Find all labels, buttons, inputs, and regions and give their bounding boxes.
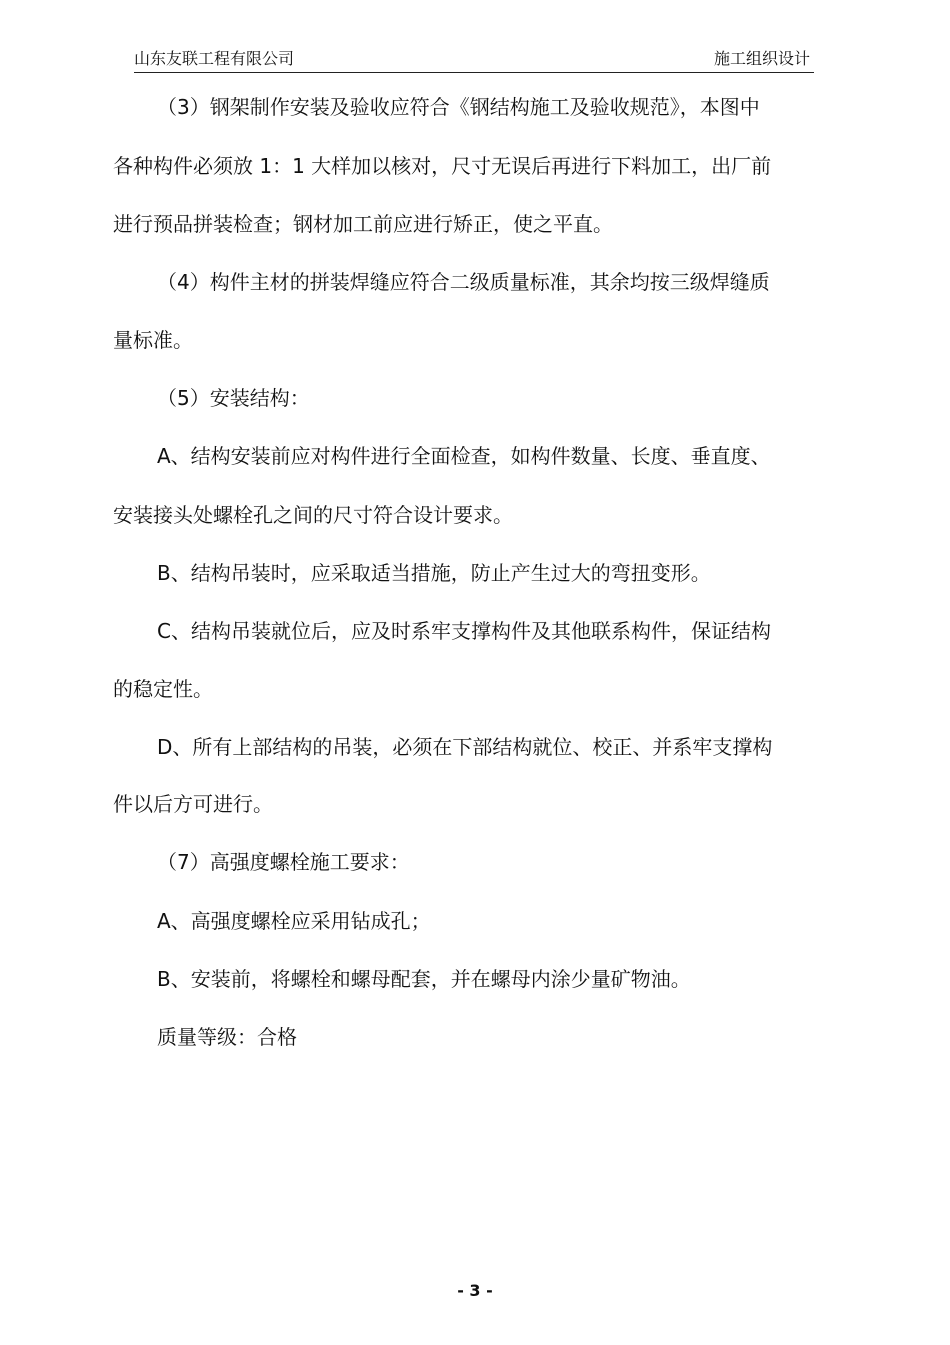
item-c-line-2: 的稳定性。 [113, 677, 213, 701]
paragraph-3-line-1: （3）钢架制作安装及验收应符合《钢结构施工及验收规范》，本图中 [157, 95, 760, 119]
quality-grade: 质量等级：合格 [157, 1025, 297, 1049]
section-7-heading: （7）高强度螺栓施工要求： [157, 850, 410, 874]
item-d-line-2: 件以后方可进行。 [113, 792, 273, 816]
page-number: - 3 - [457, 1281, 493, 1300]
item-d-line-1: D、所有上部结构的吊装，必须在下部结构就位、校正、并系牢支撑构 [157, 735, 773, 759]
paragraph-3-line-3: 进行预品拼装检查；钢材加工前应进行矫正，使之平直。 [113, 212, 613, 236]
page-header [134, 48, 814, 73]
bolt-item-a: A、高强度螺栓应采用钻成孔； [157, 909, 431, 933]
paragraph-3-line-2: 各种构件必须放 1：1 大样加以核对，尺寸无误后再进行下料加工，出厂前 [113, 154, 772, 178]
section-5-heading: （5）安装结构： [157, 386, 310, 410]
bolt-item-b: B、安装前，将螺栓和螺母配套，并在螺母内涂少量矿物油。 [157, 967, 691, 991]
document-title: 施工组织设计 [713, 49, 810, 68]
item-a-line-1: A、结构安装前应对构件进行全面检查，如构件数量、长度、垂直度、 [157, 444, 771, 468]
item-a-line-2: 安装接头处螺栓孔之间的尺寸符合设计要求。 [113, 503, 513, 527]
item-b: B、结构吊装时，应采取适当措施，防止产生过大的弯扭变形。 [157, 561, 711, 585]
paragraph-4-line-2: 量标准。 [113, 328, 193, 352]
company-name: 山东友联工程有限公司 [134, 49, 295, 68]
paragraph-4-line-1: （4）构件主材的拼装焊缝应符合二级质量标准，其余均按三级焊缝质 [157, 270, 770, 294]
item-c-line-1: C、结构吊装就位后，应及时系牢支撑构件及其他联系构件，保证结构 [157, 619, 771, 643]
